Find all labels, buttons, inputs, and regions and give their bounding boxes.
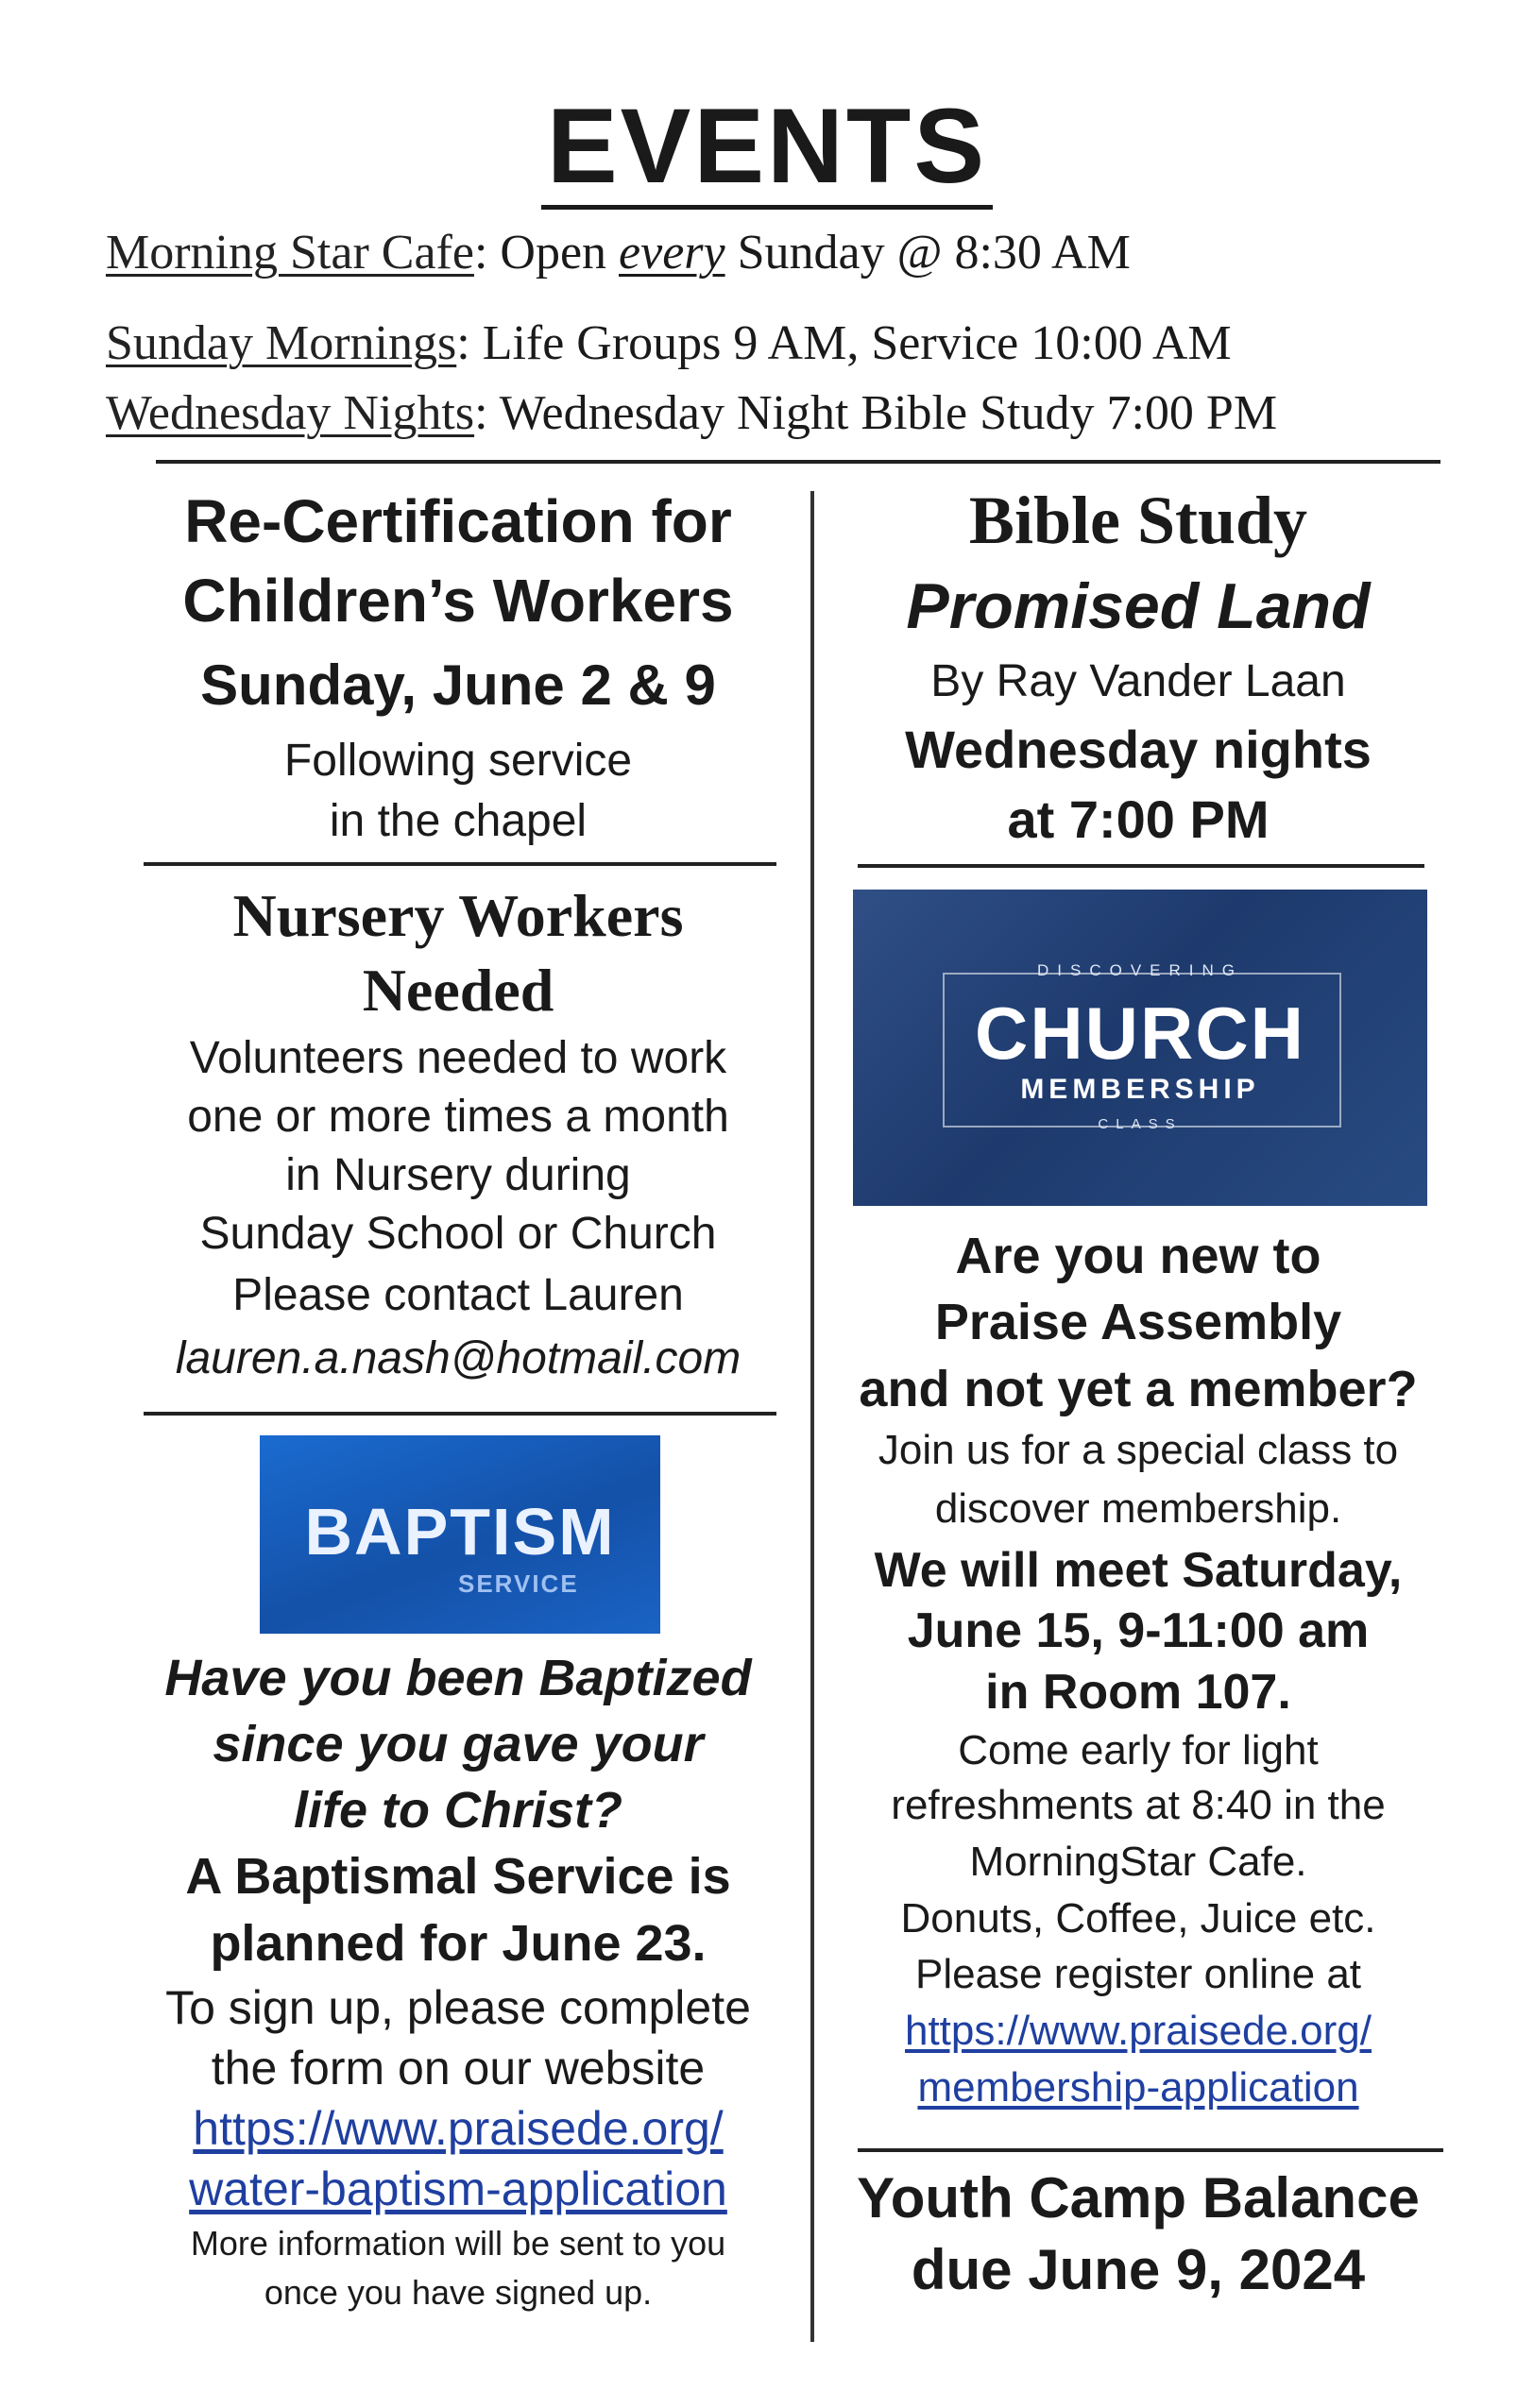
baptism-question: Have you been Baptized	[164, 1650, 752, 1706]
nursery-text: one or more times a month	[187, 1092, 729, 1142]
membership-section	[817, 1223, 1459, 2116]
recert-desc: Following service	[283, 736, 633, 786]
banner-mid-text: MEMBERSHIP	[1020, 1074, 1260, 1105]
youth-section	[817, 2162, 1459, 2306]
recert-date: Sunday, June 2 & 9	[200, 653, 716, 717]
membership-banner-image	[853, 890, 1427, 1206]
baptism-question: life to Christ?	[294, 1782, 622, 1839]
baptism-link[interactable]: https://www.praisede.org/	[193, 2102, 724, 2155]
header-divider	[156, 460, 1440, 464]
baptism-section	[104, 1645, 812, 2317]
schedule-label: Sunday Mornings	[106, 316, 457, 370]
membership-early: MorningStar Cafe.	[969, 1839, 1307, 1885]
membership-meeting: in Room 107.	[985, 1665, 1291, 1720]
recert-title: Children’s Workers	[182, 567, 734, 635]
bible-title: Bible Study	[968, 483, 1308, 558]
schedule-label: Morning Star Cafe	[106, 226, 474, 280]
schedule-cafe: Morning Star Cafe: Open every Sunday @ 8:30 AM	[106, 226, 1131, 280]
recert-title: Re-Certification for	[184, 487, 732, 555]
baptism-banner-image	[260, 1435, 660, 1634]
bible-author: By Ray Vander Laan	[930, 656, 1346, 706]
bible-subtitle: Promised Land	[906, 570, 1371, 642]
recert-section	[104, 482, 812, 852]
baptism-link[interactable]: water-baptism-application	[189, 2162, 727, 2215]
nursery-text: Sunday School or Church	[199, 1209, 717, 1259]
nursery-text: Please contact Lauren	[232, 1270, 684, 1320]
schedule-label: Wednesday Nights	[106, 386, 475, 440]
youth-text: Youth Camp Balance	[857, 2166, 1420, 2230]
membership-early: Come early for light	[958, 1727, 1319, 1773]
membership-extras: Donuts, Coffee, Juice etc.	[900, 1895, 1376, 1942]
bible-when: Wednesday nights	[905, 720, 1372, 779]
baptism-more-info: once you have signed up.	[264, 2273, 653, 2312]
schedule-wednesday: Wednesday Nights: Wednesday Night Bible Study 7:00 PM	[106, 386, 1278, 440]
recert-desc: in the chapel	[329, 796, 588, 846]
membership-question: Praise Assembly	[934, 1294, 1342, 1350]
membership-meeting: We will meet Saturday,	[874, 1543, 1403, 1598]
membership-question: and not yet a member?	[859, 1361, 1418, 1417]
baptism-signup: To sign up, please complete	[165, 1981, 751, 2034]
nursery-title: Nursery Workers	[232, 882, 684, 949]
nursery-email[interactable]: lauren.a.nash@hotmail.com	[175, 1333, 741, 1383]
youth-text: due June 9, 2024	[911, 2238, 1366, 2301]
section-divider	[144, 862, 776, 866]
membership-early: refreshments at 8:40 in the	[891, 1782, 1386, 1828]
membership-question: Are you new to	[955, 1228, 1321, 1284]
baptism-question: since you gave your	[213, 1716, 704, 1772]
nursery-section	[104, 880, 812, 1390]
membership-meeting: June 15, 9-11:00 am	[907, 1603, 1370, 1658]
bible-section	[817, 477, 1459, 855]
banner-bottom-text: CLASS	[1098, 1116, 1183, 1132]
schedule-emphasis: every	[619, 226, 725, 280]
nursery-text: Volunteers needed to work	[189, 1033, 727, 1083]
baptism-more-info: More information will be sent to you	[190, 2224, 726, 2263]
membership-join: discover membership.	[934, 1485, 1342, 1532]
baptism-signup: the form on our website	[211, 2042, 706, 2094]
banner-main-text: CHURCH	[975, 992, 1305, 1075]
membership-link[interactable]: membership-application	[917, 2064, 1359, 2111]
schedule-sunday: Sunday Mornings: Life Groups 9 AM, Service 10:00 AM	[106, 316, 1232, 370]
baptism-banner-word: BAPTISM	[304, 1495, 616, 1569]
baptism-date: planned for June 23.	[210, 1915, 707, 1972]
baptism-date: A Baptismal Service is	[185, 1848, 731, 1905]
membership-join: Join us for a special class to	[878, 1427, 1399, 1473]
nursery-title: Needed	[362, 957, 554, 1024]
section-divider	[144, 1412, 776, 1416]
nursery-text: in Nursery during	[285, 1150, 631, 1200]
baptism-banner-sub: SERVICE	[458, 1569, 579, 1598]
section-divider	[858, 2148, 1443, 2152]
page-title: EVENTS	[0, 90, 1534, 203]
membership-link[interactable]: https://www.praisede.org/	[904, 2008, 1372, 2054]
bible-when: at 7:00 PM	[1007, 789, 1270, 849]
membership-extras: Please register online at	[914, 1951, 1362, 1997]
banner-top-text: DISCOVERING	[1036, 961, 1244, 979]
section-divider	[858, 864, 1424, 868]
